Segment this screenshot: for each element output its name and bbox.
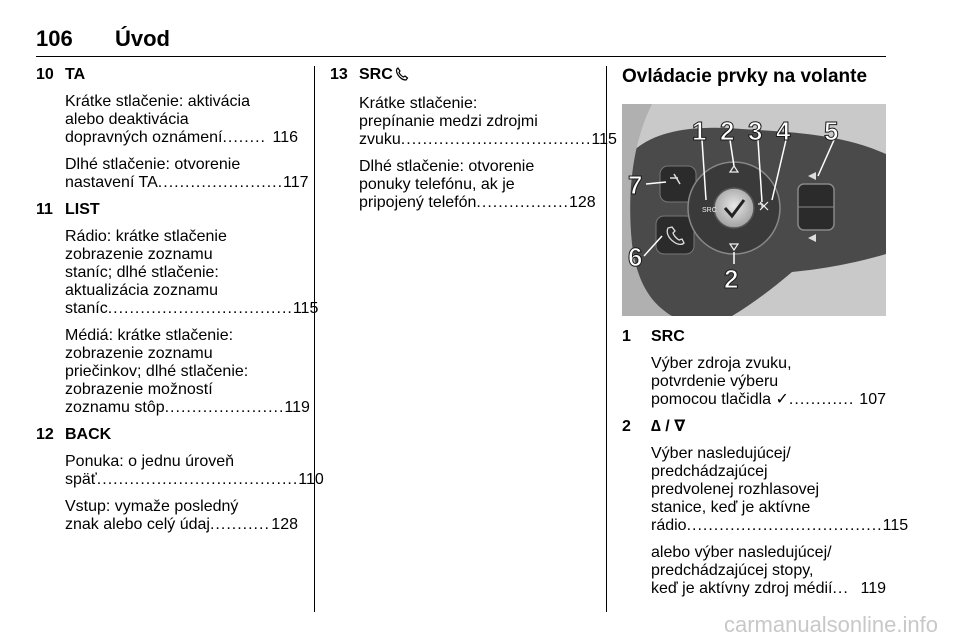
entry-label: BACK [65, 426, 112, 443]
page-ref-number: 115 [882, 517, 909, 534]
entry-paragraph [65, 93, 298, 147]
text-line: Dlhé stlačenie: otvorenie [65, 156, 241, 173]
entry-paragraph [65, 453, 324, 489]
text-line: staníc; dlhé stlačenie: [65, 264, 219, 281]
page-reference: dopravných oznámení ........ 116 [65, 129, 298, 146]
callout-number: 3 [748, 116, 763, 146]
text-line: Dlhé stlačenie: otvorenie [359, 158, 535, 175]
text-line: Výber nasledujúcej/ [651, 445, 791, 462]
entry-label: LIST [65, 201, 100, 218]
entry-paragraph [65, 327, 310, 417]
entry-src-phone [330, 66, 617, 212]
page-reference: keď je aktívny zdroj médií ... 119 [651, 580, 886, 597]
page-ref-number: 117 [283, 174, 309, 191]
page-ref-number: 107 [859, 391, 886, 408]
entry-label: TA [65, 66, 86, 83]
entry-paragraph [359, 95, 617, 149]
page-reference: rádio .................................... 115 [651, 517, 909, 534]
callout-number: 5 [824, 116, 839, 146]
page-ref-number: 116 [272, 129, 298, 146]
text-line: Krátke stlačenie: [359, 95, 478, 112]
entry-paragraph [651, 544, 886, 598]
entry-number: 13 [330, 66, 348, 83]
text-line: predvolenej rozhlasovej [651, 481, 820, 498]
column-divider [314, 66, 315, 612]
entry-src [622, 328, 886, 409]
entry-number: 12 [36, 426, 54, 443]
entry-label: ∆ / ∇ [651, 418, 686, 435]
page-ref-number: 128 [271, 516, 298, 533]
page-ref-number: 115 [292, 300, 319, 317]
page-ref-number: 110 [298, 471, 324, 488]
entry-number: 1 [622, 328, 631, 345]
callout-number: 2 [724, 264, 739, 294]
page-ref-number: 128 [569, 194, 596, 211]
text-line: zobrazenie zoznamu [65, 246, 213, 263]
text-line: Rádio: krátke stlačenie [65, 228, 227, 245]
page-header [36, 26, 886, 57]
entry-paragraph [65, 228, 319, 318]
entry-number: 2 [622, 418, 631, 435]
callout-number: 2 [720, 116, 735, 146]
column-1 [36, 66, 324, 543]
entry-up-down [622, 418, 909, 598]
text-line: Médiá: krátke stlačenie: [65, 327, 234, 344]
callout-number: 7 [628, 170, 643, 200]
page-reference: staníc .................................. 115 [65, 300, 319, 317]
entry-paragraph [651, 445, 909, 535]
page-reference: pripojený telefón ................. 128 [359, 194, 596, 211]
page-title: Úvod [115, 26, 170, 51]
column-2 [330, 66, 617, 221]
section-title: Ovládacie prvky na volante [622, 66, 868, 87]
page-ref-number: 119 [284, 399, 310, 416]
column-3 [622, 66, 909, 607]
callout-number: 1 [692, 116, 707, 146]
callout-number: 4 [776, 116, 791, 146]
page-ref-number: 115 [591, 131, 617, 148]
entry-label: SRC [651, 328, 685, 345]
entry-paragraph [651, 355, 886, 409]
callout-number: 6 [628, 242, 643, 272]
confirm-button[interactable] [714, 188, 754, 228]
text-line: potvrdenie výberu [651, 373, 779, 390]
text-line: Vstup: vymaže posledný [65, 498, 239, 515]
entry-number: 10 [36, 66, 54, 83]
page-ref-number: 119 [860, 580, 886, 597]
entry-paragraph [65, 498, 298, 534]
text-line: prepínanie medzi zdrojmi [359, 113, 538, 130]
text-line: priečinkov; dlhé stlačenie: [65, 363, 249, 380]
text-line: predchádzajúcej stopy, [651, 562, 814, 579]
phone-button[interactable] [656, 216, 694, 254]
page-reference: zoznamu stôp ...................... 119 [65, 399, 310, 416]
phone-handset-icon [395, 67, 409, 86]
watermark: carmanualsonline.info [723, 612, 938, 637]
text-line: Výber zdroja zvuku, [651, 355, 792, 372]
text-line: stanice, keď je aktívne [651, 499, 811, 516]
text-line: ponuky telefónu, ak je [359, 176, 515, 193]
text-line: alebo deaktivácia [65, 111, 189, 128]
text-line: Ponuka: o jednu úroveň [65, 453, 235, 470]
page-reference: znak alebo celý údaj ........... 128 [65, 516, 298, 533]
entry-paragraph [65, 156, 309, 192]
text-line: predchádzajúcej [651, 463, 768, 480]
entry-paragraph [359, 158, 596, 212]
text-line: zobrazenie možností [65, 381, 213, 398]
src-button-label: SRC [702, 207, 717, 214]
page-reference: pomocou tlačidla ✓ ............ 107 [651, 391, 886, 408]
page-reference: zvuku ................................... 115 [359, 131, 617, 148]
entry-ta [36, 66, 309, 192]
entry-number: 11 [36, 201, 53, 218]
page-reference: nastavení TA ....................... 117 [65, 174, 309, 191]
page-number: 106 [36, 26, 73, 51]
text-line: alebo výber nasledujúcej/ [651, 544, 832, 561]
page-reference: späť ..................................... 110 [65, 471, 324, 488]
entry-label: SRC [359, 66, 393, 83]
text-line: aktualizácia zoznamu [65, 282, 218, 299]
text-line: Krátke stlačenie: aktivácia [65, 93, 250, 110]
steering-wheel-illustration [622, 104, 886, 316]
steering-wheel-controls-figure [622, 104, 886, 316]
entry-back [36, 426, 324, 534]
text-line: zobrazenie zoznamu [65, 345, 213, 362]
entry-list [36, 201, 319, 417]
